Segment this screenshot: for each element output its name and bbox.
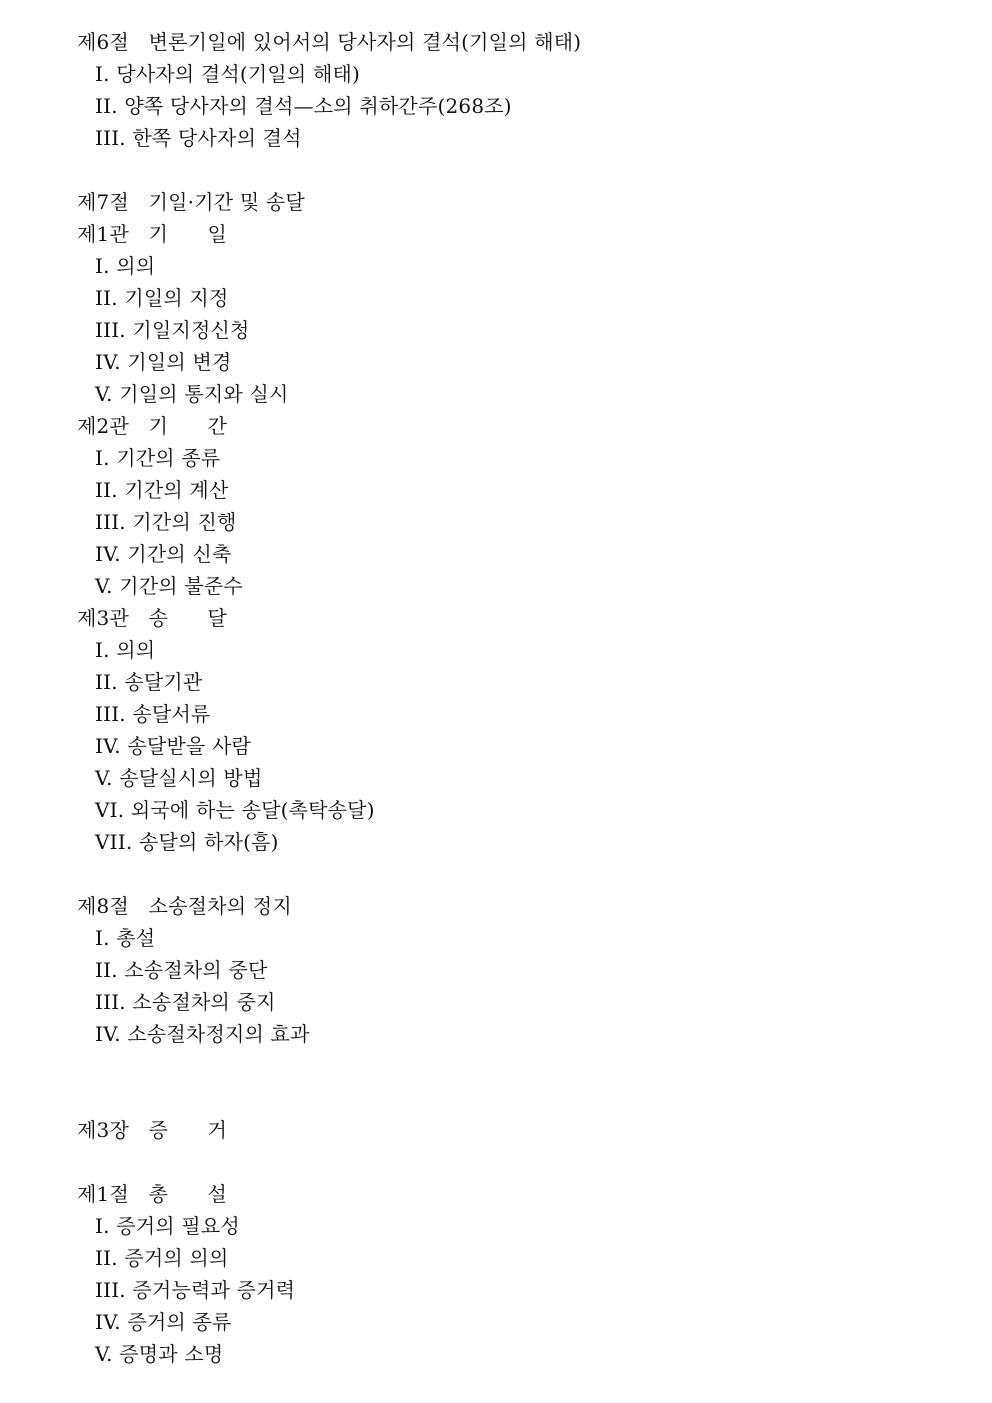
section-heading: 제1절 총 설 bbox=[77, 1182, 228, 1206]
outline-item: II. 증거의 의의 bbox=[95, 1246, 229, 1270]
outline-item: II. 양쪽 당사자의 결석—소의 취하간주(268조) bbox=[95, 94, 512, 118]
outline-item: III. 소송절차의 중지 bbox=[95, 990, 276, 1014]
section-heading: 제6절 변론기일에 있어서의 당사자의 결석(기일의 해태) bbox=[77, 30, 582, 54]
outline-item: IV. 증거의 종류 bbox=[95, 1310, 232, 1334]
subsection-heading: 제2관 기 간 bbox=[77, 414, 228, 438]
outline-item: I. 당사자의 결석(기일의 해태) bbox=[95, 62, 361, 86]
outline-item: V. 기일의 통지와 실시 bbox=[95, 382, 289, 406]
outline-item: VII. 송달의 하자(흠) bbox=[95, 830, 279, 854]
outline-item: III. 기간의 진행 bbox=[95, 510, 237, 534]
outline-item: I. 총설 bbox=[95, 926, 156, 950]
subsection-heading: 제3관 송 달 bbox=[77, 606, 228, 630]
outline-item: II. 소송절차의 중단 bbox=[95, 958, 268, 982]
outline-item: I. 증거의 필요성 bbox=[95, 1214, 240, 1238]
outline-item: II. 기일의 지정 bbox=[95, 286, 229, 310]
outline-item: III. 기일지정신청 bbox=[95, 318, 250, 342]
outline-item: III. 송달서류 bbox=[95, 702, 211, 726]
outline-item: VI. 외국에 하는 송달(촉탁송달) bbox=[95, 798, 375, 822]
outline-item: II. 송달기관 bbox=[95, 670, 203, 694]
outline-item: IV. 기간의 신축 bbox=[95, 542, 232, 566]
outline-item: II. 기간의 계산 bbox=[95, 478, 229, 502]
section-heading: 제8절 소송절차의 정지 bbox=[77, 894, 292, 918]
outline-item: III. 증거능력과 증거력 bbox=[95, 1278, 296, 1302]
outline-item: I. 의의 bbox=[95, 638, 156, 662]
outline-item: V. 증명과 소명 bbox=[95, 1342, 224, 1366]
outline-item: V. 기간의 불준수 bbox=[95, 574, 243, 598]
outline-item: IV. 소송절차정지의 효과 bbox=[95, 1022, 310, 1046]
outline-item: IV. 송달받을 사람 bbox=[95, 734, 252, 758]
chapter-heading: 제3장 증 거 bbox=[77, 1118, 228, 1142]
outline-item: I. 기간의 종류 bbox=[95, 446, 221, 470]
subsection-heading: 제1관 기 일 bbox=[77, 222, 228, 246]
outline-item: IV. 기일의 변경 bbox=[95, 350, 232, 374]
section-heading: 제7절 기일·기간 및 송달 bbox=[77, 190, 305, 214]
outline-item: I. 의의 bbox=[95, 254, 156, 278]
outline-item: V. 송달실시의 방법 bbox=[95, 766, 263, 790]
outline-item: III. 한쪽 당사자의 결석 bbox=[95, 126, 302, 150]
